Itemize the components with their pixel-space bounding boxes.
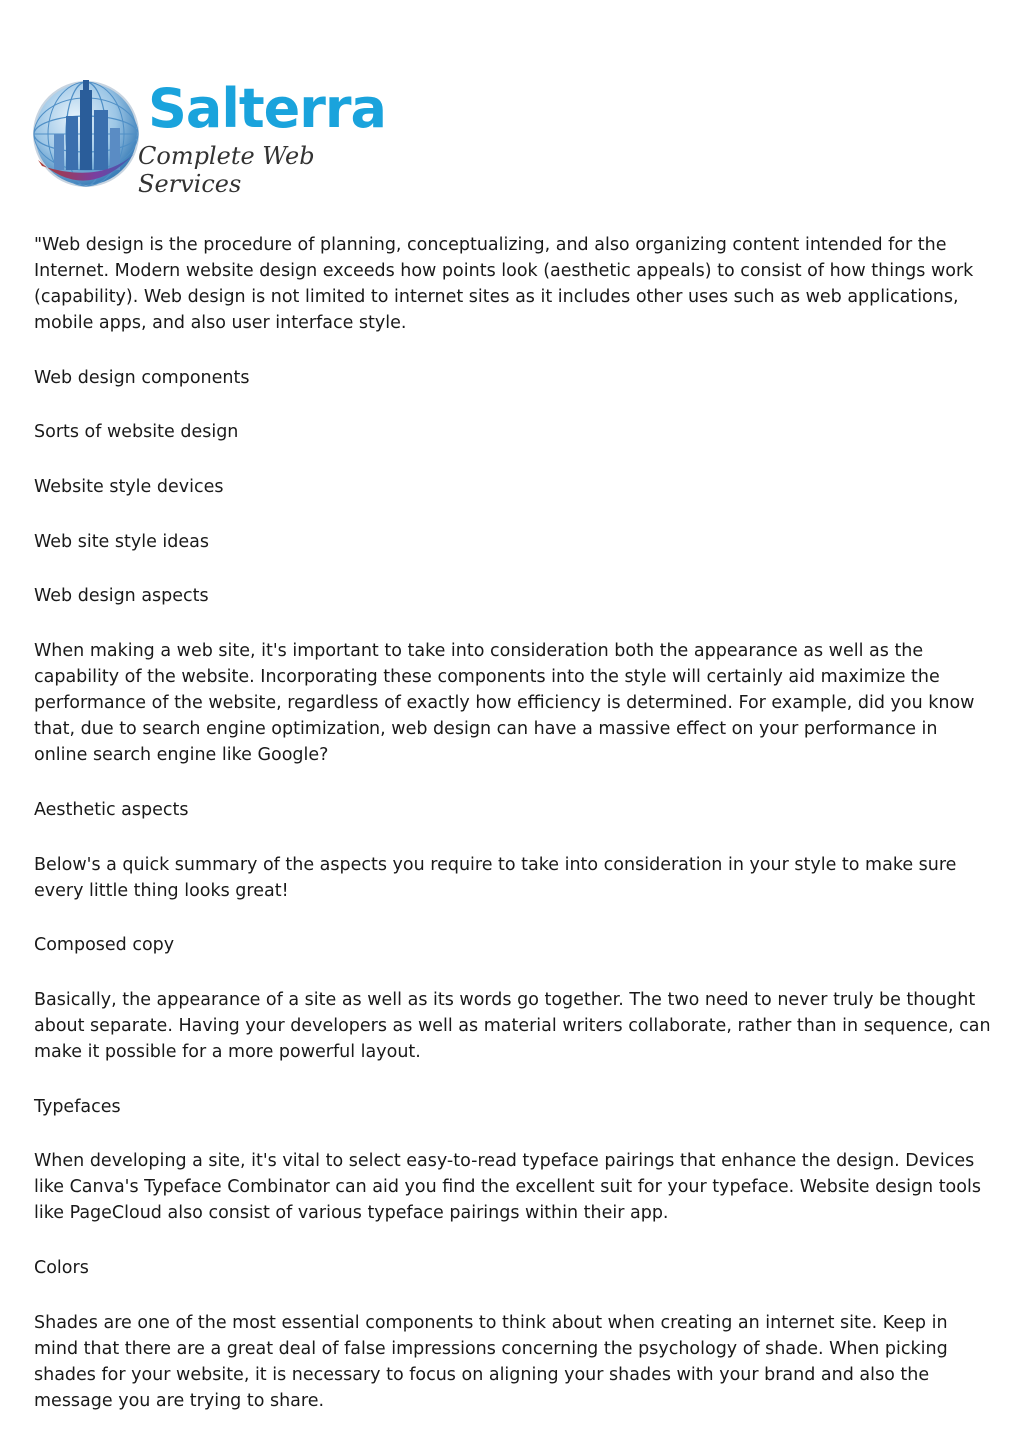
body-paragraph: Basically, the appearance of a site as well as its words go together. The two need to never truly be thought about separate. Having your developers as well as material writers collaborate, rather than in sequence, can make it possible for a more powerful layout. — [34, 989, 991, 1062]
section-heading: Colors — [34, 1257, 89, 1278]
list-item: Web design components — [34, 367, 250, 388]
intro-paragraph: "Web design is the procedure of planning, conceptualizing, and also organizing content intended for the Internet. Modern website design exceeds how points look (aesthetic appeals) to consist of how things work (capability). Web design is not limited to internet sites as it includes other uses such as web applications, mobile apps, and also user interface style. — [34, 235, 974, 333]
body-paragraph: Shades are one of the most essential components to think about when creating an internet site. Keep in mind that there are a great deal of false impressions concerning the psychology of shade. When picking shades for your website, it is necessary to focus on aligning your shades with your brand and also the message you are trying to share. — [34, 1312, 948, 1411]
section-heading: Aesthetic aspects — [34, 799, 189, 820]
section-heading: Composed copy — [34, 935, 175, 956]
section-heading: Web design aspects — [34, 586, 209, 607]
article-body — [34, 232, 994, 1442]
salterra-logo — [30, 72, 390, 202]
list-item: Web site style ideas — [34, 531, 209, 552]
brand-name: Salterra — [148, 77, 386, 140]
globe-skyscraper-icon — [30, 72, 142, 202]
list-item: Sorts of website design — [34, 422, 239, 443]
body-paragraph: When developing a site, it's vital to select easy-to-read typeface pairings that enhance the design. Devices like Canva's Typeface Combinator can aid you find the excellent suit for your typeface. Website design tools like PageCloud also consist of various typeface pairings within their app. — [34, 1151, 981, 1224]
body-paragraph: When making a web site, it's important to take into consideration both the appearance as well as the capability of the website. Incorporating these components into the style will certainly aid maximize the performance of the website, regardless of exactly how efficiency is determined. For example, did you know that, due to search engine optimization, web design can have a massive effect on your performance in online search engine like Google? — [34, 641, 975, 766]
list-item: Website style devices — [34, 477, 224, 498]
section-heading: Typefaces — [34, 1096, 121, 1117]
body-paragraph: Below's a quick summary of the aspects you require to take into consideration in your style to make sure every little thing looks great! — [34, 854, 957, 901]
brand-tagline: Complete Web Services — [138, 142, 315, 198]
logo-text — [138, 77, 390, 198]
